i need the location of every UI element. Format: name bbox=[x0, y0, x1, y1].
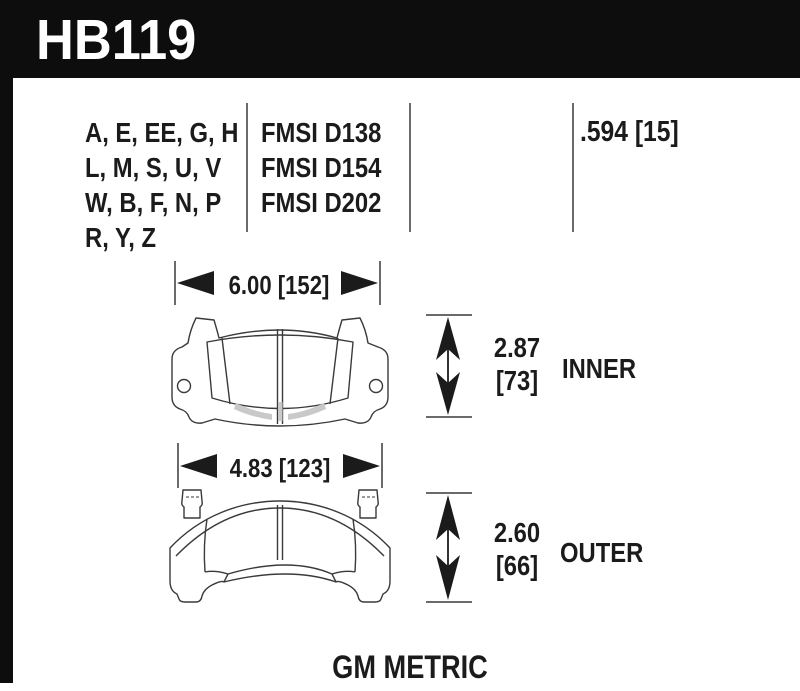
inner-pad-drawing bbox=[172, 318, 388, 426]
fmsi-row: FMSI D138 bbox=[261, 117, 382, 148]
mounting-hole-left bbox=[178, 380, 191, 393]
fmsi-row: FMSI D202 bbox=[261, 187, 382, 218]
outer-pad-label: OUTER bbox=[560, 537, 644, 568]
compound-codes-column bbox=[85, 115, 238, 255]
inner-height-dimension-arrows bbox=[426, 315, 472, 417]
compound-codes-row: A, E, EE, G, H bbox=[85, 117, 239, 148]
outer-height-value bbox=[484, 516, 550, 582]
inner-width-value: 6.00 [152] bbox=[228, 270, 330, 300]
outer-height-inches: 2.60 bbox=[493, 517, 541, 548]
fmsi-column bbox=[261, 115, 381, 220]
application-name: GM METRIC bbox=[332, 649, 488, 685]
inner-pad-label: INNER bbox=[562, 353, 637, 384]
inner-height-value bbox=[484, 331, 550, 397]
mounting-hole-right bbox=[370, 380, 383, 393]
outer-height-dimension-arrows bbox=[426, 493, 472, 602]
pad-thickness-value: .594 [15] bbox=[580, 116, 679, 148]
outer-pad-drawing bbox=[170, 490, 390, 602]
outer-height-mm: [66] bbox=[495, 550, 539, 581]
shade-slot bbox=[278, 402, 283, 421]
compound-codes-row: W, B, F, N, P bbox=[85, 187, 222, 218]
fmsi-row: FMSI D154 bbox=[261, 152, 382, 183]
outer-width-value: 4.83 [123] bbox=[229, 453, 331, 483]
inner-height-mm: [73] bbox=[495, 365, 539, 396]
compound-codes-row: R, Y, Z bbox=[85, 222, 156, 253]
compound-codes-row: L, M, S, U, V bbox=[85, 152, 222, 183]
inner-height-inches: 2.87 bbox=[493, 332, 541, 363]
part-number: HB119 bbox=[36, 8, 197, 72]
